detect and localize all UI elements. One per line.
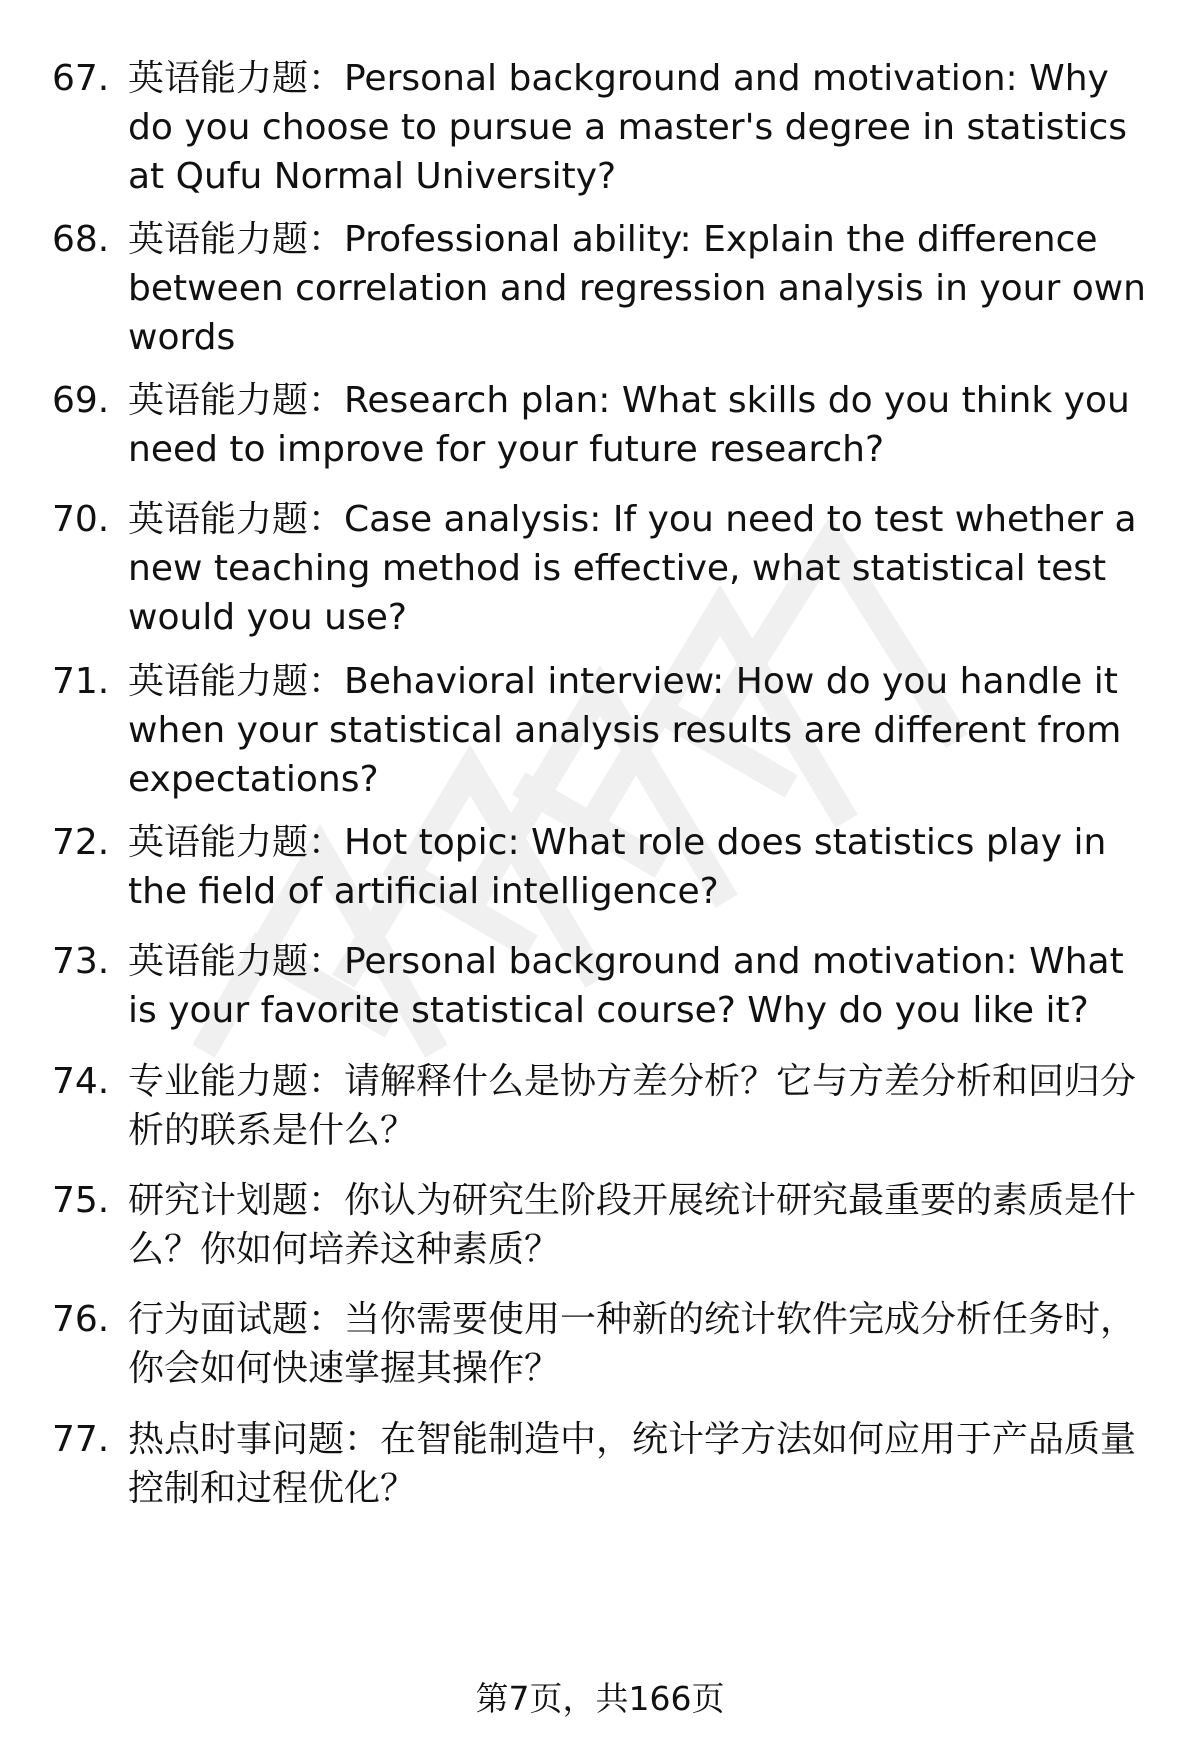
question-number: 77. — [52, 1419, 110, 1460]
question-number: 72. — [52, 822, 110, 863]
question-text: 英语能力题：Case analysis: If you need to test whether a new teaching method is effective, what statistical test would you use? — [128, 499, 1137, 638]
question-number: 74. — [52, 1061, 110, 1102]
question-number: 69. — [52, 380, 110, 421]
page-number-footer: 第7页，共166页 — [475, 1679, 725, 1718]
question-text: 专业能力题：请解释什么是协方差分析？它与方差分析和回归分析的联系是什么？ — [128, 1061, 1137, 1151]
question-number: 70. — [52, 499, 110, 540]
question-text: 英语能力题：Research plan: What skills do you think you need to improve for your future research? — [128, 380, 1130, 470]
question-text: 英语能力题：Personal background and motivation: What is your favorite statistical course? Why do you like it? — [128, 941, 1124, 1031]
question-text: 英语能力题：Behavioral interview: How do you handle it when your statistical analysis results are different from expectations? — [128, 661, 1122, 800]
question-number: 73. — [52, 941, 110, 982]
question-text: 热点时事问题：在智能制造中，统计学方法如何应用于产品质量控制和过程优化？ — [128, 1419, 1137, 1509]
question-text: 英语能力题：Personal background and motivation: Why do you choose to pursue a master's degree in statistics at Qufu Normal University? — [128, 58, 1128, 197]
question-text: 行为面试题：当你需要使用一种新的统计软件完成分析任务时，你会如何快速掌握其操作？ — [128, 1299, 1137, 1389]
question-number: 75. — [52, 1180, 110, 1221]
question-number: 68. — [52, 219, 110, 260]
question-number: 67. — [52, 58, 110, 99]
question-number: 76. — [52, 1299, 110, 1340]
question-text: 研究计划题：你认为研究生阶段开展统计研究最重要的素质是什么？你如何培养这种素质？ — [128, 1180, 1137, 1270]
question-text: 英语能力题：Professional ability: Explain the difference between correlation and regression analysis in your own words — [128, 219, 1147, 358]
question-number: 71. — [52, 661, 110, 702]
question-text: 英语能力题：Hot topic: What role does statistics play in the field of artificial intelligence? — [128, 822, 1107, 912]
